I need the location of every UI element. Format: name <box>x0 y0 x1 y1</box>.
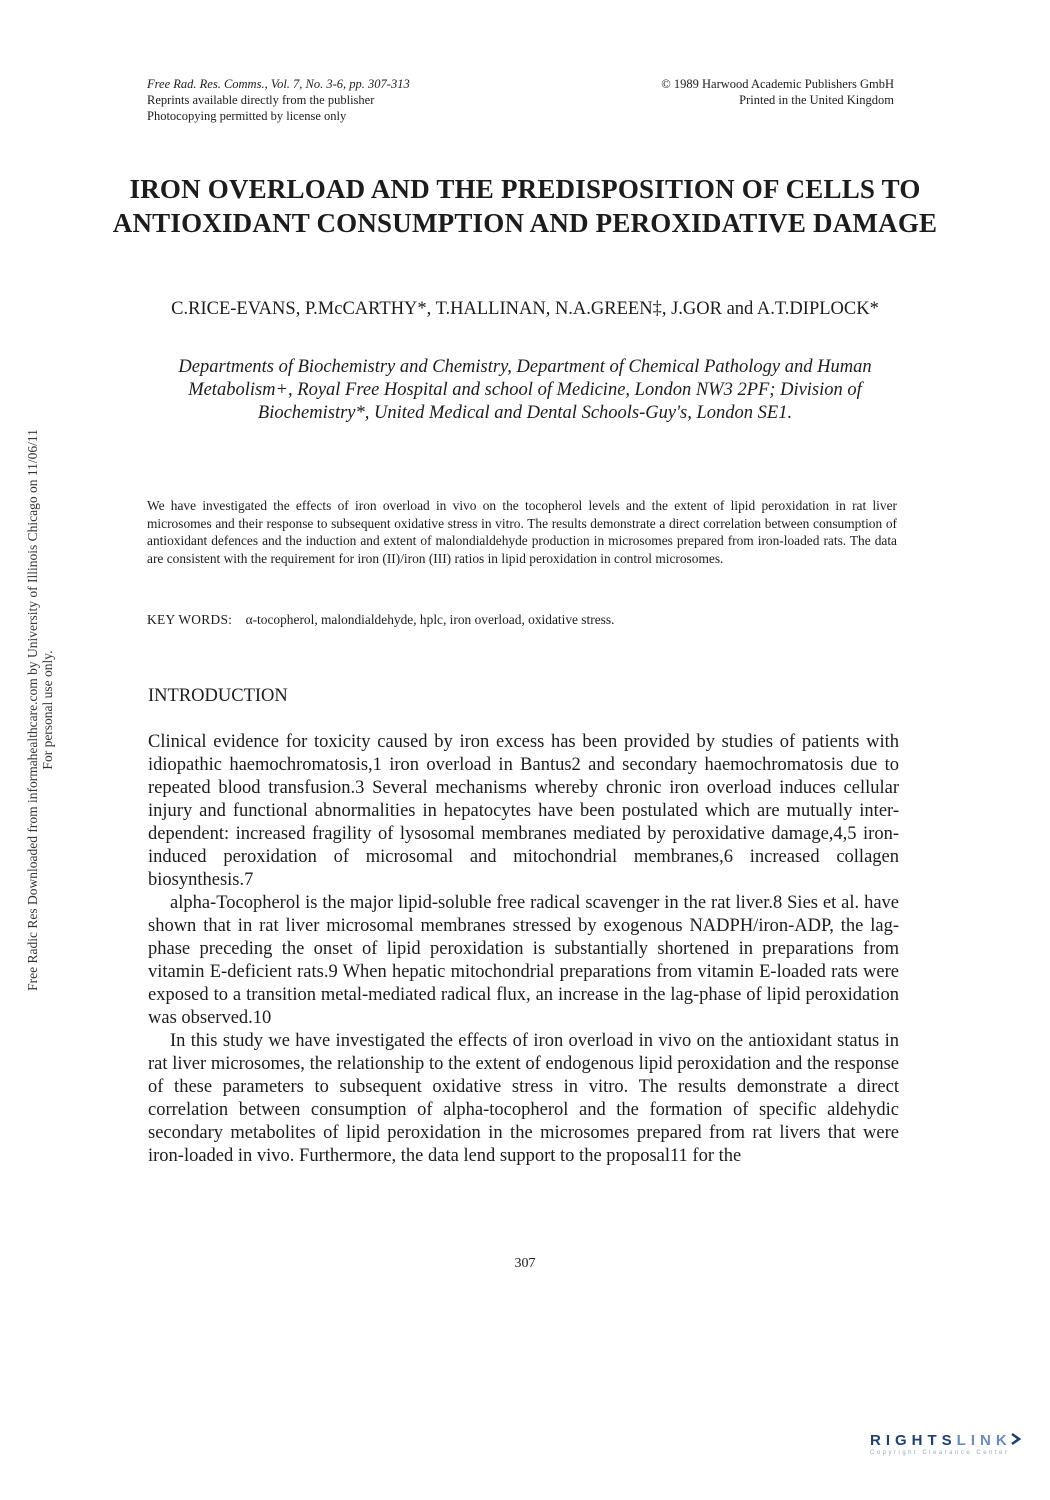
author-list: C.RICE-EVANS, P.McCARTHY*, T.HALLINAN, N.A.GREEN‡, J.GOR and A.T.DIPLOCK* <box>171 299 879 319</box>
chevron-right-icon <box>1009 1432 1023 1446</box>
affiliation: Departments of Biochemistry and Chemistry, Department of Chemical Pathology and Human Metabolism+, Royal Free Hospital and school of Medicine, London NW3 2PF; Division of Biochemistry*, United Medical and Dental Schools-Guy's, London SE1. <box>178 357 872 423</box>
paragraph: Clinical evidence for toxicity caused by iron excess has been provided by studies of patients with idiopathic haemochromatosis,1 iron overload in Bantus2 and secondary haemochromatosis due to repeated blood transfusion.3 Several mechanisms whereby chronic iron overload induces cellular injury and functional abnormalities in hepatocytes have been postulated which are mutually inter-dependent: increased fragility of lysosomal membranes mediated by peroxidative damage,4,5 iron- induced peroxidation of microsomal and mitochondrial membranes,6 increased collagen biosynthesis.7 <box>148 732 899 890</box>
rightslink-subtitle: Copyright Clearance Center <box>870 1450 1010 1456</box>
rightslink-word-light: LINK <box>956 1432 1012 1449</box>
paragraph: In this study we have investigated the effects of iron overload in vivo on the antioxidant status in rat liver microsomes, the relationship to the extent of endogenous lipid peroxidation and the response of these parameters to subsequent oxidative stress in vitro. The results demonstrate a direct correlation between consumption of alpha-tocopherol and the formation of specific aldehydic secondary metabolites of lipid peroxidation in the microsomes prepared from rat livers that were iron-loaded in vivo. Furthermore, the data lend support to the proposal11 for the <box>148 1031 899 1166</box>
reprints-note: Reprints available directly from the publisher <box>147 93 375 107</box>
download-source-line: Free Radic Res Downloaded from informahealthcare.com by University of Illinois Chicago on 11/06/11 <box>25 429 40 991</box>
download-watermark <box>16 360 64 1060</box>
rightslink-word-dark: RIGHTS <box>870 1432 957 1449</box>
keywords-text: α-tocopherol, malondialdehyde, hplc, iron overload, oxidative stress. <box>245 612 615 627</box>
copyright-line: © 1989 Harwood Academic Publishers GmbH <box>661 77 894 91</box>
abstract: We have investigated the effects of iron overload in vivo on the tocopherol levels and the extent of lipid peroxidation in rat liver microsomes and their response to subsequent oxidative stress in vitro. The results demonstrate a direct correlation between consumption of antioxidant defences and the induction and extent of malondialdehyde production in microsomes prepared from iron-loaded rats. The data are consistent with the requirement for iron (II)/iron (III) ratios in lipid peroxidation in control microsomes. <box>147 498 897 566</box>
journal-citation-block <box>147 76 547 124</box>
journal-citation: Free Rad. Res. Comms., Vol. 7, No. 3-6, pp. 307-313 <box>147 77 410 91</box>
article-title: IRON OVERLOAD AND THE PREDISPOSITION OF CELLS TO ANTIOXIDANT CONSUMPTION AND PEROXIDATIVE DAMAGE <box>112 174 938 238</box>
publisher-block <box>554 76 894 108</box>
download-watermark-text <box>25 429 55 991</box>
page-number: 307 <box>514 1256 536 1271</box>
keywords-label: KEY WORDS: <box>147 612 233 627</box>
photocopy-note: Photocopying permitted by license only <box>147 109 347 123</box>
section-heading: INTRODUCTION <box>148 686 288 706</box>
paragraph: alpha-Tocopherol is the major lipid-soluble free radical scavenger in the rat liver.8 Sies et al. have shown that in rat liver microsomal membranes stressed by exogenous NADPH/iron-ADP, the lag-phase preceding the onset of lipid peroxidation is substantially shortened in preparations from vitamin E-deficient rats.9 When hepatic mitochondrial preparations from vitamin E-loaded rats were exposed to a transition metal-mediated radical flux, an increase in the lag-phase of lipid peroxidation was observed.10 <box>148 893 899 1028</box>
keywords <box>147 611 897 629</box>
printed-line: Printed in the United Kingdom <box>739 93 894 107</box>
rightslink-wordmark <box>870 1432 1030 1449</box>
personal-use-line: For personal use only. <box>40 650 55 770</box>
rightslink-logo[interactable] <box>870 1432 1030 1472</box>
body-text <box>148 731 899 1168</box>
